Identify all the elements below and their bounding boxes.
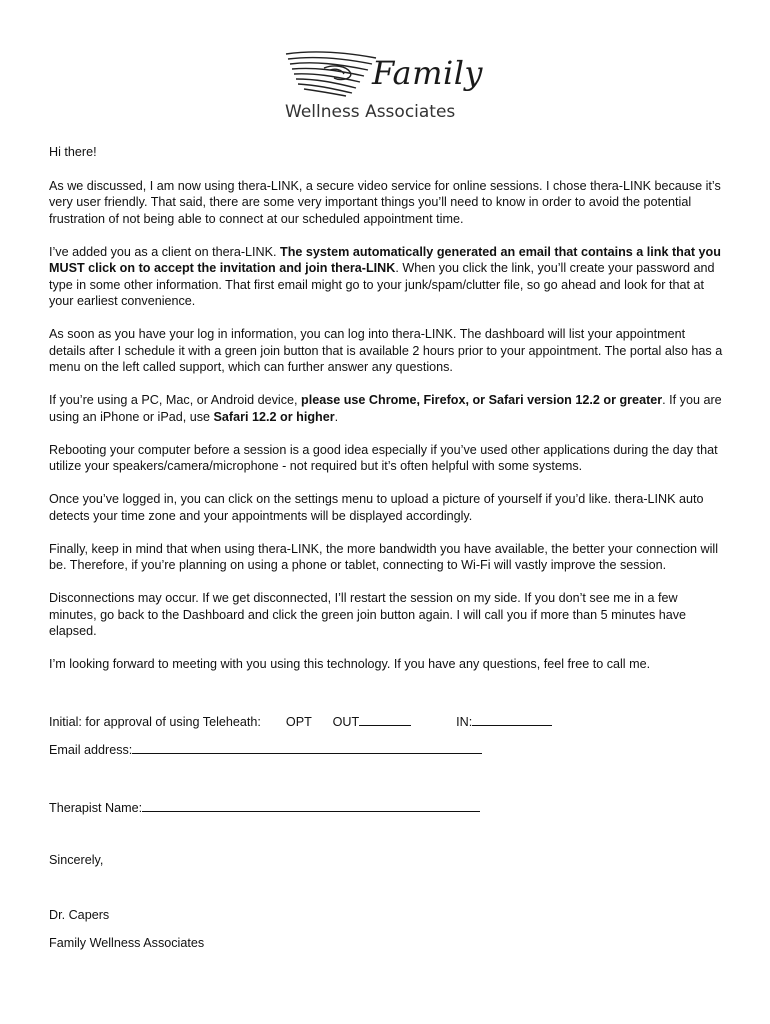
paragraph-browsers — [49, 392, 724, 425]
paragraph-browsers-emphasis: please use Chrome, Firefox, or Safari version 12.2 or greater — [301, 393, 663, 407]
opt-in-blank[interactable] — [472, 713, 552, 726]
in-label: IN: — [456, 715, 473, 729]
closing-sincerely: Sincerely, — [49, 853, 104, 867]
email-label: Email address: — [49, 743, 133, 757]
paragraph-closing-note: I’m looking forward to meeting with you using this technology. If you have any questions, feel free to call me. — [49, 657, 651, 671]
logo-subtitle: Wellness Associates — [285, 102, 456, 122]
company-logo — [280, 46, 483, 126]
paragraph-invitation-emphasis: The system automatically generated an email that contains a link that you MUST click on to accept the invitation and join thera-LINK — [49, 244, 721, 275]
therapist-blank[interactable] — [142, 799, 480, 812]
therapist-label: Therapist Name: — [49, 801, 143, 815]
paragraph-disconnections: Disconnections may occur. If we get disconnected, I’ll restart the session on my side. If you don’t see me in a few minutes, go back to the Dashboard and click the green join button again. I will call you if more than 5 minutes have elapsed. — [49, 591, 687, 638]
closing-organization: Family Wellness Associates — [49, 936, 205, 950]
paragraph-browsers-safari: Safari 12.2 or higher — [213, 409, 335, 424]
paragraph-browsers-end: . — [334, 409, 339, 424]
email-line — [49, 741, 482, 757]
initial-line — [49, 713, 552, 729]
closing-name: Dr. Capers — [49, 908, 110, 922]
paragraph-invitation — [49, 244, 724, 310]
opt-label: OPT — [285, 715, 312, 729]
letter-body — [49, 144, 724, 689]
paragraph-dashboard: As soon as you have your log in information, you can log into thera-LINK. The dashboard will list your appointment details after I schedule it with a green join button that is available 2 hours prior to your appointment. The portal also has a menu on the left called support, which can further answer any questions. — [49, 327, 723, 374]
paragraph-browsers-lead: If you’re using a PC, Mac, or Android device, — [49, 393, 301, 407]
email-blank[interactable] — [132, 741, 482, 754]
initial-label: Initial: for approval of using Teleheath: — [49, 715, 261, 729]
paragraph-bandwidth: Finally, keep in mind that when using thera-LINK, the more bandwidth you have available, the better your connection will be. Therefore, if you’re planning on using a phone or tablet, connecting to Wi-Fi will vastly improve the session. — [49, 541, 719, 572]
therapist-line — [49, 799, 480, 815]
paragraph-reboot: Rebooting your computer before a session is a good idea especially if you’ve used other applications during the day that utilize your speakers/camera/microphone - not required but it’s often helpful with some systems. — [49, 442, 718, 473]
opt-out-blank[interactable] — [359, 713, 411, 726]
paragraph-invitation-lead: I’ve added you as a client on thera-LINK. — [49, 244, 281, 259]
logo-swirl-graphic — [284, 48, 379, 98]
greeting: Hi there! — [49, 145, 97, 159]
logo-title: Family — [372, 54, 483, 92]
paragraph-invitation-rest: . When you click the link, you’ll create your password and type in some other information. That first email might go to your junk/spam/clutter file, so go ahead and look for that at your earliest convenience. — [49, 261, 715, 308]
paragraph-intro: As we discussed, I am now using thera-LINK, a secure video service for online sessions. I chose thera-LINK because it’s very user friendly. That said, there are some very important things you’ll need to know in order to avoid the potential frustration of not being able to connect at our scheduled appointment time. — [49, 178, 721, 226]
out-label: OUT — [332, 715, 360, 729]
paragraph-browsers-mid: . If you are using an iPhone or iPad, use — [49, 393, 722, 424]
paragraph-settings: Once you’ve logged in, you can click on the settings menu to upload a picture of yourself if you’d like. thera-LINK auto detects your time zone and your appointments will be displayed accordingly. — [49, 492, 704, 523]
